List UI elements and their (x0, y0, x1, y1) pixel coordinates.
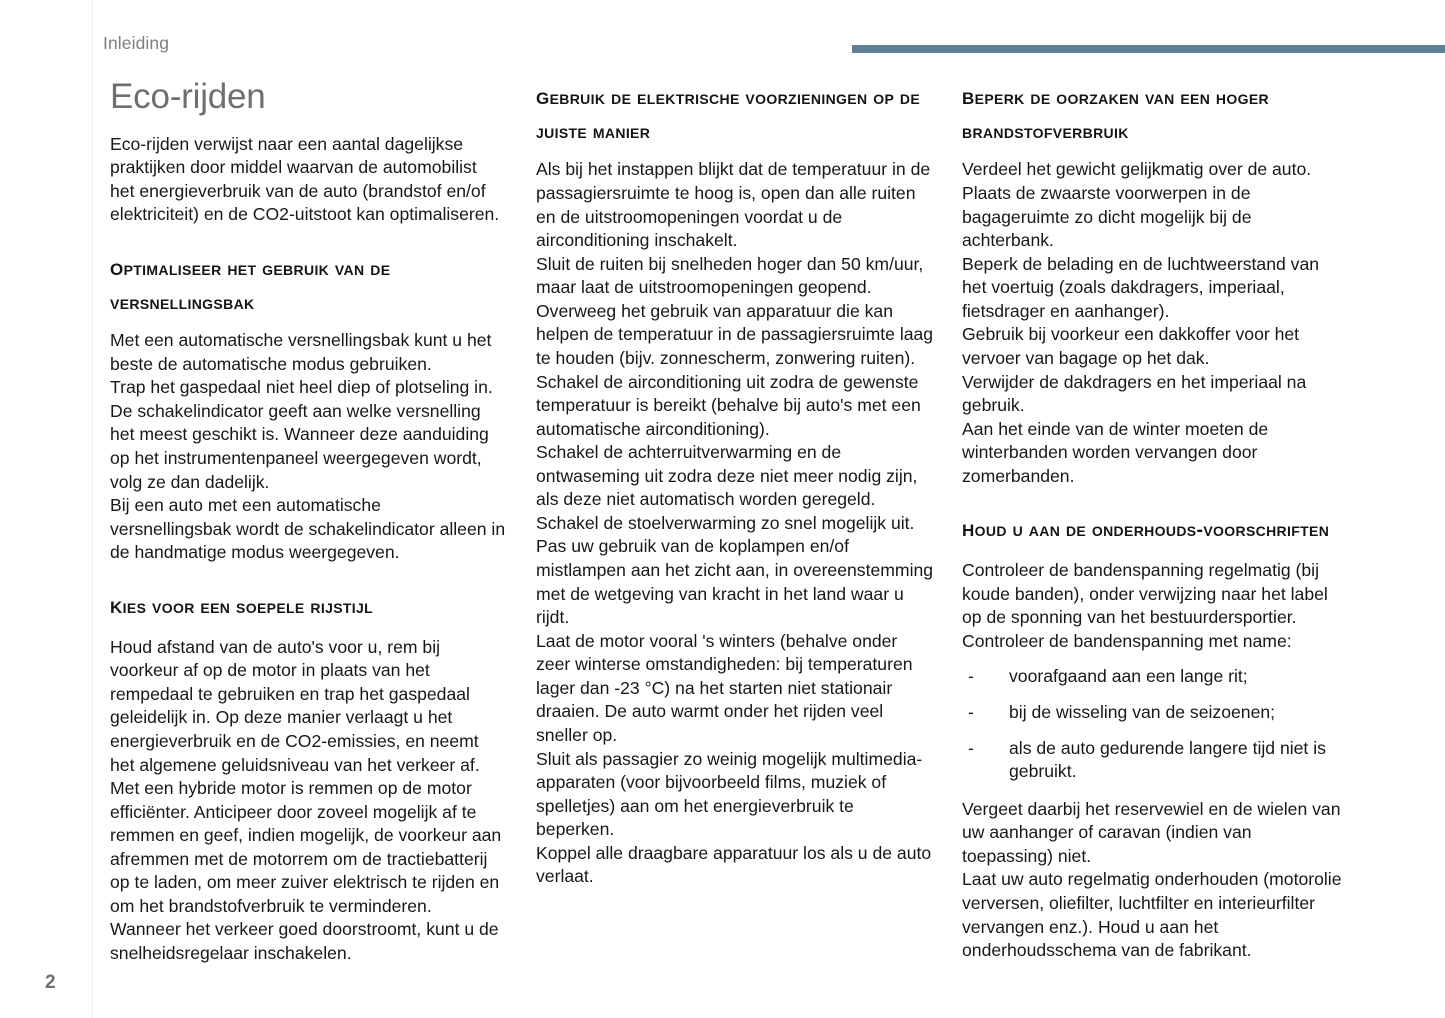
heading-initial: h (962, 515, 975, 543)
dash-marker: - (968, 666, 974, 687)
heading-initial: o (110, 253, 124, 281)
heading-initial: b (962, 83, 975, 110)
spacer (110, 241, 506, 249)
paragraph: De schakelindicator geeft aan welke versnelling het meest geschikt is. Wanneer deze aanduiding op het instrumentenpaneel weergegeven wordt, volg ze dan dadelijk. (110, 400, 489, 492)
paragraph: Schakel de achterruitverwarming en de ontwaseming uit zodra deze niet meer nodig zijn, als deze niet automatisch worden geregeld. (536, 442, 918, 510)
heading-elektrische-voorzieningen (536, 78, 936, 148)
running-head: Inleiding (103, 33, 170, 53)
heading-text: ptimaliseer het gebruik van de versnellingsbak (110, 257, 391, 314)
intro-paragraph: Eco-rijden verwijst naar een aantal dagelijkse praktijken door middel waarvan de automobilist het energieverbruik van de auto (brandstof en/of elektriciteit) en de CO2-uitstoot kan optimaliseren. (110, 133, 500, 225)
heading-text: ies voor een soepele rijstijl (122, 595, 374, 618)
paragraph: Met een automatische versnellingsbak kunt u het beste de automatische modus gebruiken. (110, 330, 492, 374)
paragraph: Schakel de stoelverwarming zo snel mogelijk uit. (536, 512, 915, 533)
spacer (110, 579, 506, 587)
paragraph: Schakel de airconditioning uit zodra de gewenste temperatuur is bereikt (behalve bij auto's met een automatische airconditioning). (536, 371, 921, 439)
heading-onderhoudsvoorschriften (962, 510, 1347, 549)
list-item (962, 737, 1347, 784)
paragraph: Sluit de ruiten bij snelheden hoger dan 50 km/uur, maar laat de uitstroomopeningen geopend. (536, 253, 924, 298)
dash-marker: - (968, 737, 974, 758)
paragraph: Laat uw auto regelmatig onderhouden (motorolie verversen, oliefilter, luchtfilter en interieurfilter vervangen enz.). Houd u aan het onderhoudsschema van de fabrikant. (962, 869, 1342, 961)
paragraph: Controleer de bandenspanning regelmatig (bij koude banden), onder verwijzing naar het label op de sponning van het bestuurdersportier. Controleer de bandenspanning met name: (962, 560, 1328, 651)
list-item-label: als de auto gedurende langere tijd niet is gebruikt. (1009, 737, 1326, 782)
dash-marker: - (968, 702, 974, 723)
paragraph: Pas uw gebruik van de koplampen en/of mistlampen aan het zicht aan, in overeenstemming met de wetgeving van kracht in het land waar u rijdt. (536, 536, 934, 628)
paragraph: Beperk de belading en de luchtweerstand van het voertuig (zoals dakdragers, imperiaal, fietsdrager en aanhanger). (962, 253, 1320, 321)
page-number: 2 (45, 972, 56, 993)
paragraph: Laat de motor vooral 's winters (behalve onder zeer winterse omstandigheden: bij temperaturen lager dan -23 °C) na het starten niet stationair draaien. De auto warmt onder het rijden veel sneller op. (536, 630, 913, 745)
list-item (962, 665, 1347, 689)
paragraph: Wanneer het verkeer goed doorstroomt, kunt u de snelheidsregelaar inschakelen. (110, 919, 499, 964)
paragraph: Houd afstand van de auto's voor u, rem bij voorkeur af op de motor in plaats van het rempedaal te gebruiken en trap het gaspedaal geleidelijk in. Op deze manier verlaagt u het energieverbruik en de CO2-emissies, en neemt het algemene geluidsniveau van het verkeer af. Met een hybride motor is remmen op de motor efficiënter. Anticipeer door zoveel mogelijk af te remmen en geef, indien mogelijk, de voorkeur aan afremmen met de motorrem om de tractiebatterij op te laden, om meer zuiver elektrisch te rijden en om het brandstofverbruik te verminderen. (110, 636, 502, 916)
heading-text: eperk de oorzaken van een hoger brandstofverbruik (962, 87, 1270, 143)
paragraph: Sluit als passagier zo weinig mogelijk multimedia-apparaten (voor bijvoorbeeld films, muziek of spelletjes) aan om het energieverbruik te beperken. (536, 748, 923, 840)
heading-initial: g (536, 83, 550, 110)
heading-optimaliseer (110, 249, 506, 319)
tyre-check-list (962, 665, 1347, 783)
column-1 (110, 78, 506, 966)
page-title: Eco-rijden (110, 77, 266, 116)
list-item-label: voorafgaand aan een lange rit; (1009, 666, 1248, 687)
spacer (962, 502, 1347, 510)
paragraph: Verdeel het gewicht gelijkmatig over de auto. Plaats de zwaarste voorwerpen in de bagageruimte zo dicht mogelijk bij de achterbank. (962, 159, 1312, 251)
paragraph: Trap het gaspedaal niet heel diep of plotseling in. (110, 377, 493, 398)
heading-text: ebruik de elektrische voorzieningen op de juiste manier (536, 87, 921, 143)
list-item-label: bij de wisseling van de seizoenen; (1009, 702, 1276, 723)
column-2 (536, 78, 936, 889)
heading-beperk-oorzaken (962, 78, 1347, 148)
paragraph: Aan het einde van de winter moeten de winterbanden worden vervangen door zomerbanden. (962, 418, 1269, 486)
paragraph: Verwijder de dakdragers en het imperiaal na gebruik. (962, 371, 1307, 416)
heading-initial: k (110, 591, 123, 619)
paragraph: Bij een auto met een automatische versnellingsbak wordt de schakelindicator alleen in de handmatige modus weergegeven. (110, 495, 506, 563)
paragraph: Vergeet daarbij het reservewiel en de wielen van uw aanhanger of caravan (indien van toepassing) niet. (962, 798, 1341, 866)
heading-text: oud u aan de onderhouds-voorschriften (974, 519, 1330, 542)
paragraph: Als bij het instappen blijkt dat de temperatuur in de passagiersruimte te hoog is, open dan alle ruiten en de uitstroomopeningen voordat u de airconditioning inschakelt. (536, 159, 931, 251)
paragraph: Gebruik bij voorkeur een dakkoffer voor het vervoer van bagage op het dak. (962, 324, 1300, 368)
paragraph: Overweeg het gebruik van apparatuur die kan helpen de temperatuur in de passagiersruimte laag te houden (bijv. zonnescherm, zonwering ruiten). (536, 300, 934, 368)
list-item (962, 701, 1347, 725)
column-3 (962, 78, 1347, 963)
paragraph: Koppel alle draagbare apparatuur los als u de auto verlaat. (536, 842, 932, 887)
heading-kies-soepele-rijstijl (110, 587, 506, 626)
